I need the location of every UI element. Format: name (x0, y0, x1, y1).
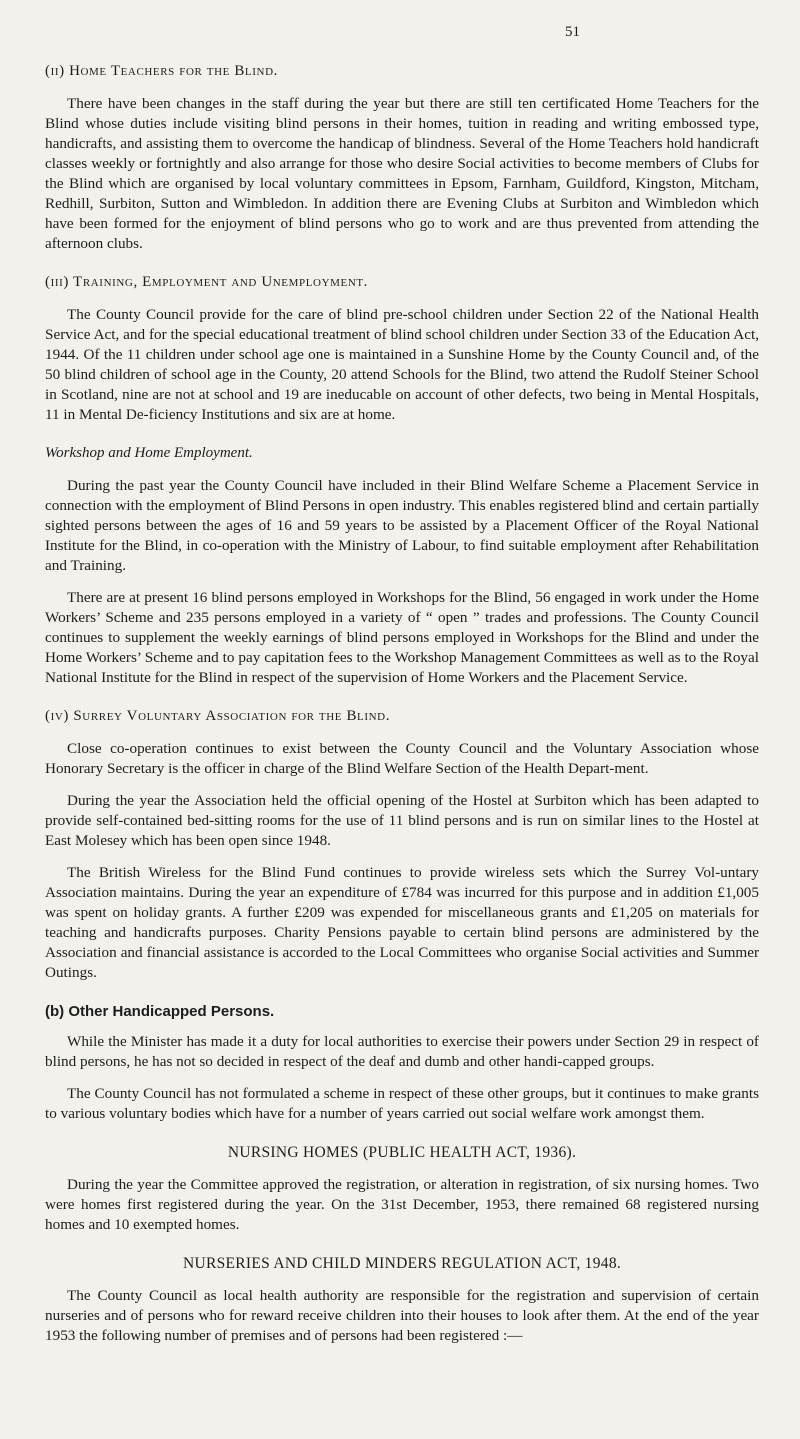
section-heading: (b) Other Handicapped Persons. (45, 1003, 275, 1020)
paragraph: While the Minister has made it a duty for local authorities to exercise their powers under Section 29 in respect of blind persons, he has not so decided in respect of the deaf and dumb and other handi-capped groups. (45, 1033, 759, 1070)
paragraph: There are at present 16 blind persons employed in Workshops for the Blind, 56 engaged in work under the Home Workers’ Scheme and 235 persons employed in a variety of “ open ” trades and professions. The County Council continues to supplement the weekly earnings of blind persons employed in Workshops for the Blind and under the Home Workers’ Scheme and to pay capitation fees to the Workshop Management Committees as well as to the Royal National Institute for the Blind in respect of the supervision of Home Workers and the Placement Service. (45, 589, 759, 686)
section-nursing-homes (45, 1144, 759, 1235)
section-home-teachers (45, 63, 759, 254)
section-training (45, 274, 759, 425)
section-workshop (45, 445, 759, 688)
section-other-handicapped (45, 1003, 759, 1124)
paragraph: The County Council provide for the care of blind pre-school children under Section 22 of the National Health Service Act, and for the special educational treatment of blind school children under Section 33 of the Education Act, 1944. Of the 11 children under school age one is maintained in a Sunshine Home by the County Council and, of the 50 blind children of school age in the County, 20 attend Schools for the Blind, two attend the Rudolf Steiner School in Scotland, nine are not at school and 19 are ineducable on account of other defects, two being in Mental Hospitals, 11 in Mental De-ficiency Institutions and six are at home. (45, 306, 759, 423)
section-nurseries (45, 1255, 759, 1346)
section-heading: (iii) Training, Employment and Unemployment. (45, 274, 369, 290)
paragraph: The County Council as local health authority are responsible for the registration and supervision of certain nurseries and of persons who for reward receive children into their houses to look after them. At the end of the year 1953 the following number of premises and of persons had been registered :— (45, 1287, 759, 1344)
page-number: 51 (565, 24, 580, 40)
paragraph: During the year the Association held the official opening of the Hostel at Surbiton which has been adapted to provide self-contained bed-sitting rooms for the use of 11 blind persons and is run on similar lines to the Hostel at East Molesey which has been open since 1948. (45, 792, 759, 849)
section-heading: (iv) Surrey Voluntary Association for the Blind. (45, 708, 391, 724)
paragraph: The County Council has not formulated a scheme in respect of these other groups, but it continues to make grants to various voluntary bodies which have for a number of years carried out social welfare work amongst them. (45, 1085, 759, 1122)
section-heading: NURSING HOMES (PUBLIC HEALTH ACT, 1936). (227, 1144, 577, 1161)
paragraph: During the past year the County Council have included in their Blind Welfare Scheme a Placement Service in connection with the employment of Blind Persons in open industry. This enables registered blind and certain partially sighted persons between the ages of 16 and 59 years to be assisted by a Placement Officer of the Royal National Institute for the Blind, in co-operation with the Ministry of Labour, to find suitable employment after Rehabilitation and Training. (45, 477, 759, 574)
section-surrey-association (45, 708, 759, 983)
subsection-heading: Workshop and Home Employment. (45, 445, 253, 461)
section-heading: NURSERIES AND CHILD MINDERS REGULATION ACT, 1948. (182, 1255, 622, 1272)
paragraph: The British Wireless for the Blind Fund continues to provide wireless sets which the Surrey Vol-untary Association maintains. During the year an expenditure of £784 was incurred for this purpose and in addition £1,005 was spent on holiday grants. A further £209 was expended for miscellaneous grants and £1,205 on materials for teaching and handicrafts purposes. Charity Pensions payable to certain blind persons are administered by the Association and financial assistance is accorded to the Local Committees who organise Social activities and Summer Outings. (45, 864, 759, 981)
paragraph: Close co-operation continues to exist between the County Council and the Voluntary Association whose Honorary Secretary is the officer in charge of the Blind Welfare Section of the Health Depart-ment. (45, 740, 759, 777)
section-heading: (ii) Home Teachers for the Blind. (45, 63, 278, 79)
paragraph: There have been changes in the staff during the year but there are still ten certificated Home Teachers for the Blind whose duties include visiting blind persons in their homes, tuition in reading and writing embossed type, handicrafts, and assisting them to overcome the handicap of blindness. Several of the Home Teachers hold handicraft classes weekly or fortnightly and also arrange for those who desire Social activities to become members of Clubs for the Blind which are organised by local voluntary committees in Epsom, Farnham, Guildford, Kingston, Mitcham, Redhill, Surbiton, Sutton and Wimbledon. In addition there are Evening Clubs at Surbiton and Wimbledon which have been formed for the enjoyment of blind persons who go to work and are thus prevented from attending the afternoon clubs. (45, 95, 759, 252)
paragraph: During the year the Committee approved the registration, or alteration in registration, of six nursing homes. Two were homes first registered during the year. On the 31st December, 1953, there remained 68 registered nursing homes and 10 exempted homes. (45, 1176, 759, 1233)
